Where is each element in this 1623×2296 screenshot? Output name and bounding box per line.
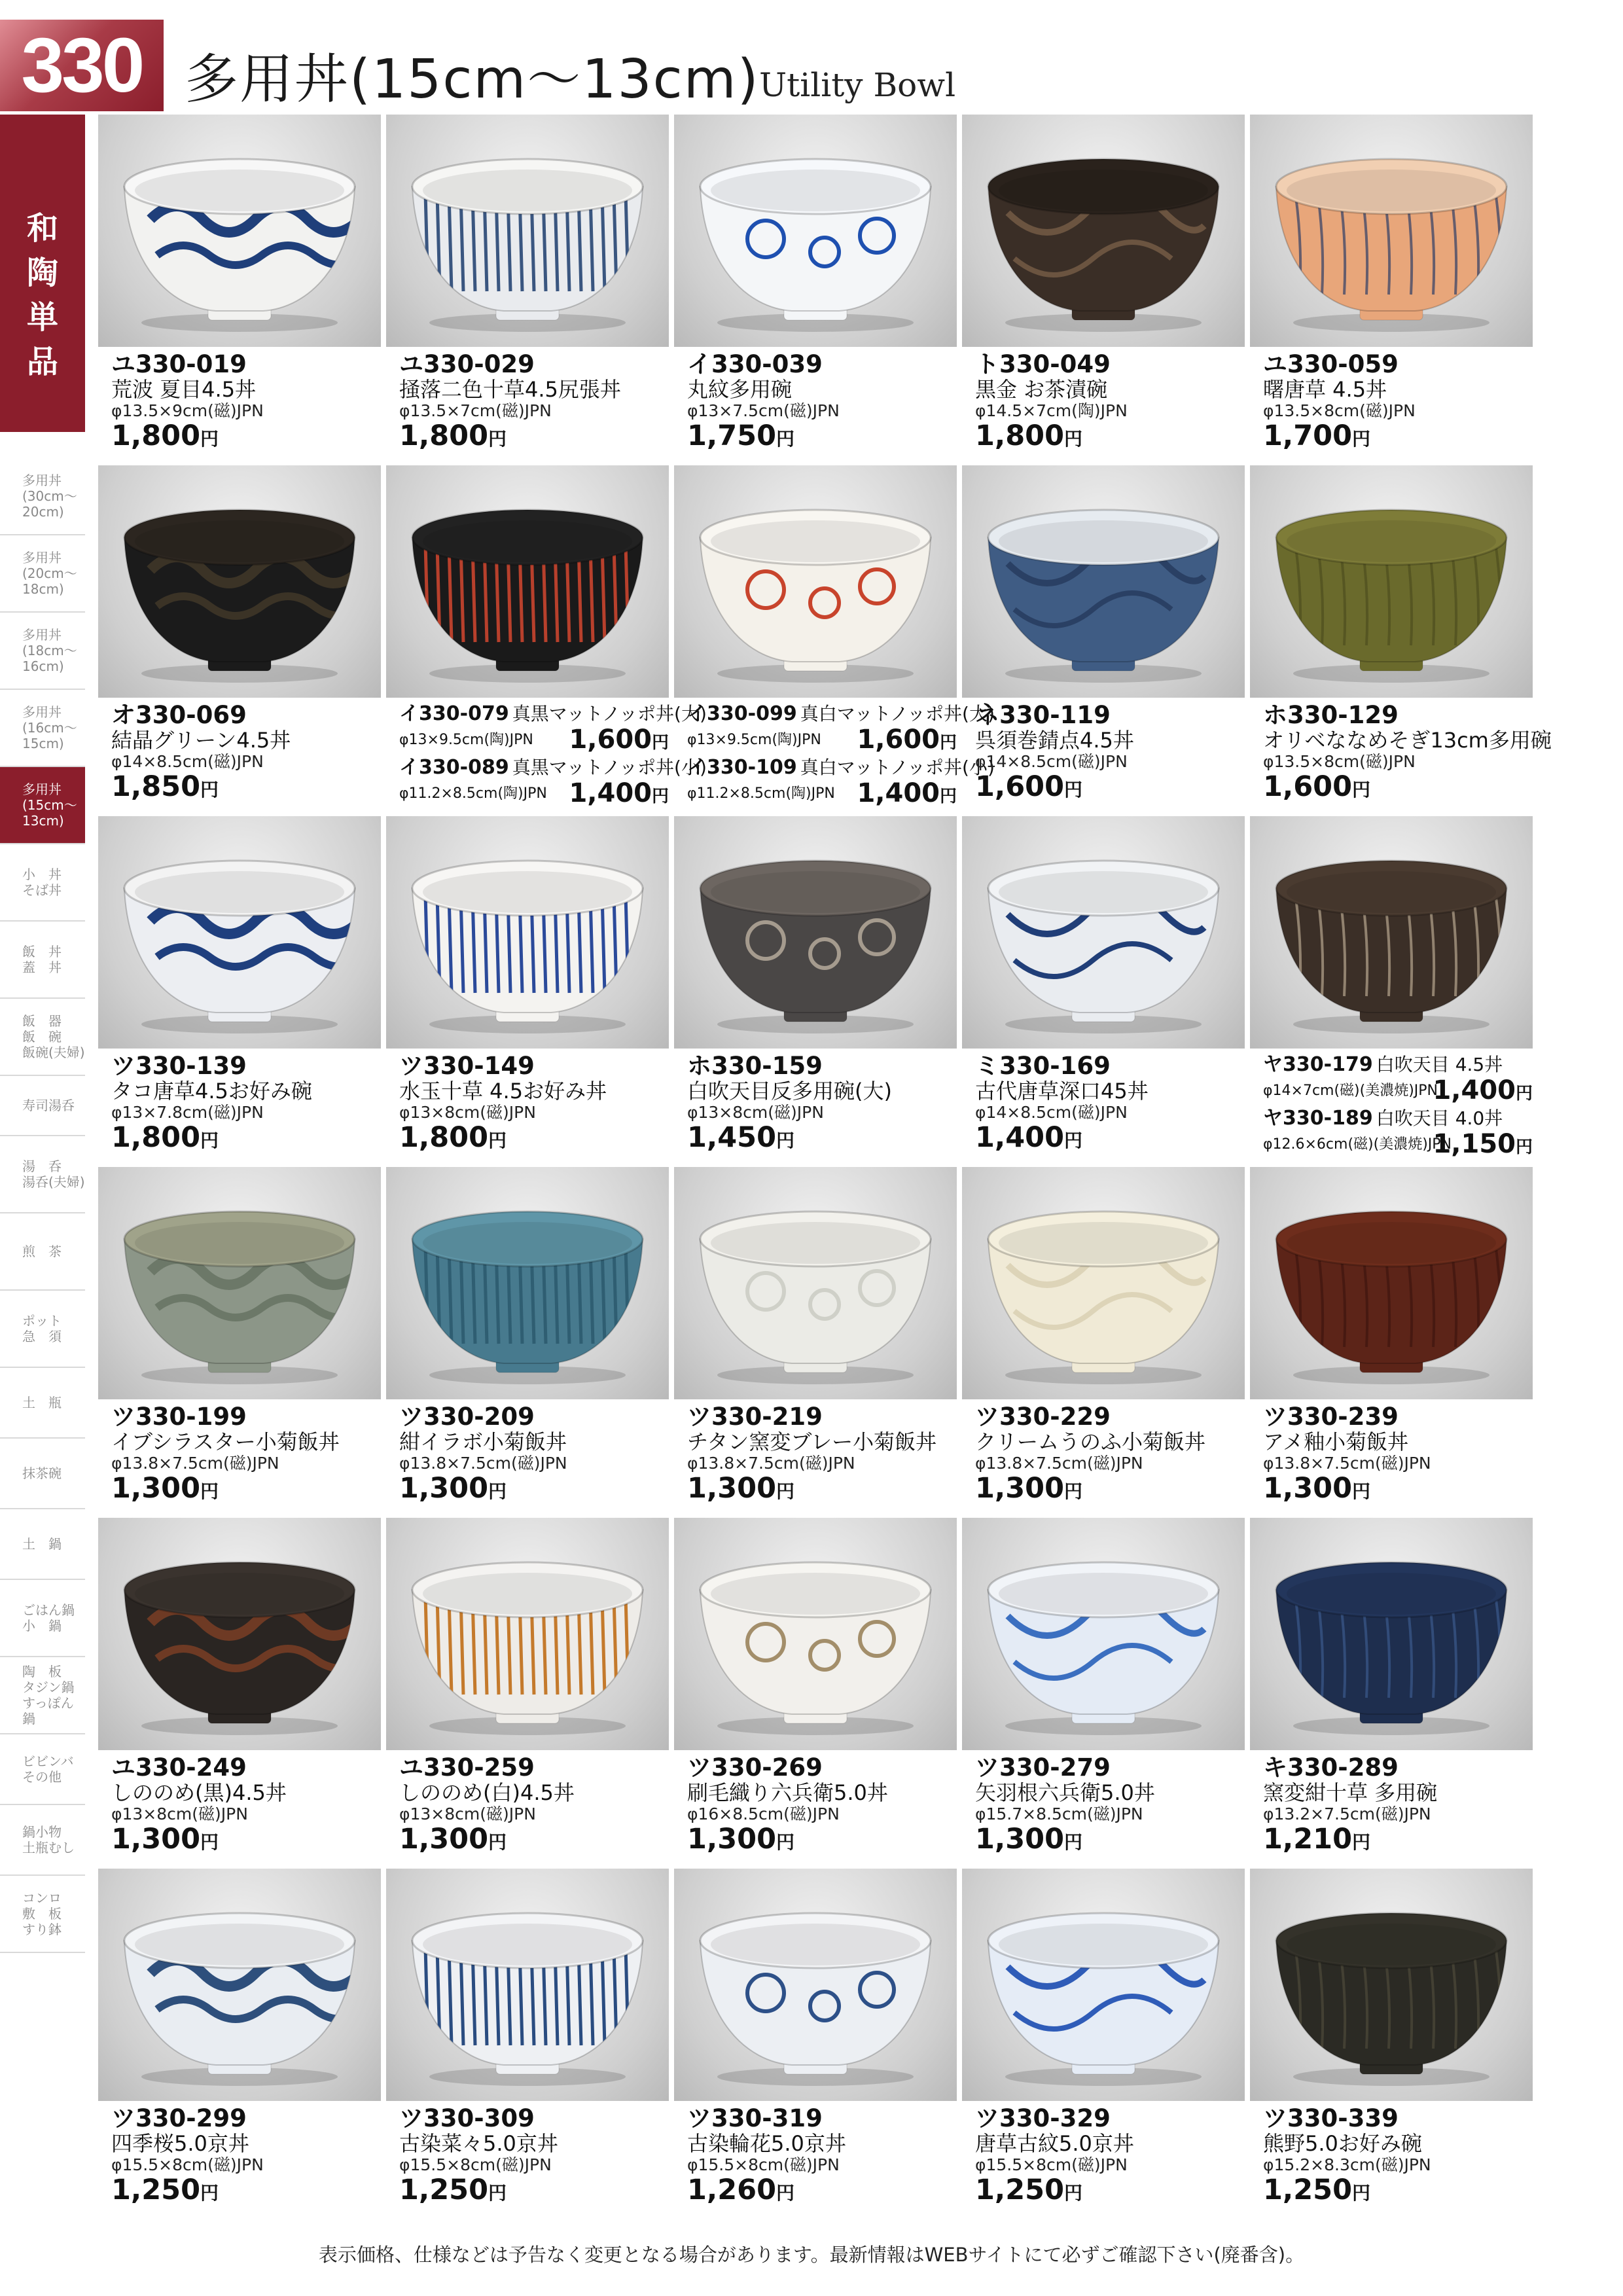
product-spec: φ16×8.5cm(磁)JPN [687,1804,840,1823]
sidebar-item[interactable]: ごはん鍋 小 鍋 [0,1580,85,1657]
sidebar-item[interactable]: 寿司湯呑 [0,1076,85,1136]
product-price: 1,800円 [975,420,1083,452]
product-card[interactable] [962,1167,1245,1514]
product-info [399,1053,669,1156]
product-photo [386,115,669,347]
product-info [687,1755,957,1857]
product-photo [98,1167,381,1399]
page-subtitle: Utility Bowl [759,66,956,104]
product-card[interactable] [1250,816,1533,1163]
product-card[interactable] [674,115,957,461]
product-code: イ330-079 [399,702,509,725]
product-photo [962,816,1245,1049]
product-spec: φ15.5×8cm(磁)JPN [399,2155,552,2174]
product-spec: φ11.2×8.5cm(陶)JPN [399,785,547,802]
product-photo [674,1167,957,1399]
product-code: ホ330-129 [1263,701,1399,729]
sidebar-item[interactable]: 飯 丼 蓋 丼 [0,922,85,999]
product-price: 1,250円 [111,2174,219,2206]
product-name: タコ唐草4.5お好み碗 [111,1079,312,1103]
product-info [111,351,381,454]
product-price: 1,300円 [1263,1472,1371,1505]
product-card[interactable] [98,1518,381,1865]
product-card[interactable] [674,1167,957,1514]
product-code: ツ330-149 [399,1052,535,1080]
sidebar-item[interactable]: 鍋小物 土瓶むし [0,1805,85,1876]
product-info [687,1404,957,1507]
product-name: しののめ(白)4.5丼 [399,1780,575,1805]
product-name: 黒金 お茶漬碗 [975,377,1108,402]
product-code: ツ330-229 [975,1403,1111,1431]
sidebar-item[interactable]: 多用丼 (18cm〜 16cm) [0,613,85,690]
product-code: ユ330-019 [111,350,247,378]
sidebar-item[interactable]: 陶 板 タジン鍋 すっぽん鍋 [0,1657,85,1734]
product-code: ネ330-119 [975,701,1111,729]
product-name: 結晶グリーン4.5丼 [111,728,291,753]
product-price: 1,450円 [687,1121,795,1154]
product-name: 白吹天目 4.0丼 [1376,1107,1503,1129]
product-code: ヤ330-189 [1263,1107,1373,1130]
product-code: オ330-069 [111,701,247,729]
product-info [111,1755,381,1857]
product-price: 1,400円 [1433,1075,1533,1105]
product-card[interactable] [962,115,1245,461]
product-code: イ330-039 [687,350,823,378]
product-price: 1,250円 [399,2174,507,2206]
product-code: ツ330-309 [399,2104,535,2132]
product-name: しののめ(黒)4.5丼 [111,1780,287,1805]
product-name: 曙唐草 4.5丼 [1263,377,1387,402]
sidebar-item[interactable]: 湯 呑 湯呑(夫婦) [0,1136,85,1213]
product-price: 1,400円 [975,1121,1083,1154]
product-photo [386,1869,669,2101]
product-photo [1250,115,1533,347]
product-photo [1250,1869,1533,2101]
product-card[interactable] [962,816,1245,1163]
product-photo [674,465,957,698]
product-price: 1,600円 [975,770,1083,803]
product-info [975,702,1245,805]
product-spec: φ14.5×7cm(陶)JPN [975,401,1128,420]
sidebar-item[interactable]: 多用丼 (30cm〜 20cm) [0,458,85,535]
product-card[interactable] [386,115,669,461]
product-price: 1,600円 [569,725,669,755]
product-card[interactable] [1250,1518,1533,1865]
product-price: 1,300円 [111,1472,219,1505]
product-info [1263,2106,1533,2208]
product-code: ツ330-319 [687,2104,823,2132]
product-info [1263,1053,1533,1160]
product-price: 1,250円 [975,2174,1083,2206]
product-card[interactable] [674,816,957,1163]
product-name: 白吹天目 4.5丼 [1376,1054,1503,1075]
sidebar-item[interactable]: ポット 急 須 [0,1291,85,1368]
product-photo [1250,816,1533,1049]
product-spec: φ15.5×8cm(磁)JPN [111,2155,264,2174]
product-photo [98,115,381,347]
product-card[interactable] [386,1518,669,1865]
product-spec: φ13.5×9cm(磁)JPN [111,401,264,420]
product-code: ツ330-209 [399,1403,535,1431]
product-price: 1,600円 [857,725,957,755]
product-photo [1250,1518,1533,1750]
product-info [111,2106,381,2208]
product-code: ユ330-259 [399,1753,535,1782]
product-name: 荒波 夏目4.5丼 [111,377,257,402]
product-info [1263,1404,1533,1507]
sidebar-item[interactable]: 煎 茶 [0,1213,85,1291]
product-price: 1,300円 [975,1472,1083,1505]
product-info [399,351,669,454]
sidebar-item[interactable]: 小 丼 そば丼 [0,844,85,922]
product-photo [962,1869,1245,2101]
product-name: 紺イラボ小菊飯丼 [399,1429,567,1454]
product-card[interactable] [386,816,669,1163]
product-spec: φ13×7.5cm(磁)JPN [687,401,840,420]
product-spec: φ14×8.5cm(磁)JPN [975,1103,1128,1122]
product-price: 1,800円 [111,1121,219,1154]
product-photo [1250,1167,1533,1399]
product-name: 真白マットノッポ丼(小) [800,757,995,778]
product-price: 1,250円 [1263,2174,1371,2206]
product-spec: φ13.8×7.5cm(磁)JPN [399,1454,567,1473]
product-code: ツ330-279 [975,1753,1111,1782]
product-info [687,702,995,810]
product-spec: φ13.8×7.5cm(磁)JPN [111,1454,279,1473]
product-photo [674,1518,957,1750]
sidebar-item[interactable]: 多用丼 (20cm〜 18cm) [0,535,85,613]
product-card[interactable] [386,1869,669,2215]
sidebar-item[interactable]: 多用丼 (16cm〜 15cm) [0,690,85,767]
product-price: 1,150円 [1433,1129,1533,1159]
sidebar-item[interactable]: 飯 器 飯 碗 飯碗(夫婦) [0,999,85,1076]
product-price: 1,850円 [111,770,219,803]
product-spec: φ13.5×8cm(磁)JPN [1263,401,1416,420]
product-price: 1,300円 [399,1823,507,1856]
product-spec: φ12.6×6cm(磁)(美濃焼)JPN [1263,1136,1452,1153]
product-price: 1,700円 [1263,420,1371,452]
product-card[interactable] [98,115,381,461]
product-price: 1,210円 [1263,1823,1371,1856]
product-price: 1,300円 [399,1472,507,1505]
product-price: 1,300円 [975,1823,1083,1856]
product-spec: φ13×8cm(磁)JPN [111,1804,248,1823]
product-spec: φ13.5×8cm(磁)JPN [1263,752,1416,771]
product-card[interactable] [98,816,381,1163]
product-info [687,1053,957,1156]
product-name: 真黒マットノッポ丼(小) [512,757,707,778]
product-code: ユ330-059 [1263,350,1399,378]
product-name: 真黒マットノッポ丼(大) [512,703,707,725]
product-spec: φ13.8×7.5cm(磁)JPN [975,1454,1143,1473]
product-price: 1,750円 [687,420,795,452]
product-name: 古代唐草深口45丼 [975,1079,1149,1103]
product-card[interactable] [962,1869,1245,2215]
product-info [399,702,707,810]
product-card[interactable] [386,465,707,812]
sidebar-item[interactable]: 多用丼 (15cm〜 13cm) [0,767,85,844]
product-name: 刷毛織り六兵衛5.0丼 [687,1780,888,1805]
product-spec: φ15.7×8.5cm(磁)JPN [975,1804,1143,1823]
product-photo [962,1518,1245,1750]
product-photo [98,816,381,1049]
product-name: クリームうのふ小菊飯丼 [975,1429,1206,1454]
product-card[interactable] [386,1167,669,1514]
product-info [1263,701,1552,805]
product-card[interactable] [1250,1869,1533,2215]
product-card[interactable] [98,1167,381,1514]
product-price: 1,800円 [399,1121,507,1154]
product-name: 真白マットノッポ丼(大) [800,703,995,725]
product-name: 呉須巻錆点4.5丼 [975,728,1134,753]
product-price: 1,400円 [569,778,669,808]
product-info [1263,1755,1533,1857]
product-spec: φ13.2×7.5cm(磁)JPN [1263,1804,1431,1823]
product-name: 唐草古紋5.0京丼 [975,2131,1134,2156]
product-price: 1,400円 [857,778,957,808]
product-card[interactable] [962,465,1245,812]
product-spec: φ13.8×7.5cm(磁)JPN [1263,1454,1431,1473]
product-price: 1,800円 [111,420,219,452]
product-code: ツ330-239 [1263,1403,1399,1431]
product-name: 丸紋多用碗 [687,377,793,402]
product-spec: φ13×8cm(磁)JPN [399,1103,536,1122]
sidebar-item[interactable]: 抹茶碗 [0,1439,85,1509]
product-code: ツ330-219 [687,1403,823,1431]
product-card[interactable] [1250,465,1552,812]
product-info [975,1755,1245,1857]
product-photo [674,115,957,347]
product-spec: φ15.5×8cm(磁)JPN [687,2155,840,2174]
product-code: ツ330-329 [975,2104,1111,2132]
sidebar-item[interactable]: 土 鍋 [0,1509,85,1580]
product-code: ツ330-339 [1263,2104,1399,2132]
product-code: ユ330-249 [111,1753,247,1782]
product-spec: φ13×8cm(磁)JPN [687,1103,824,1122]
product-name: 四季桜5.0京丼 [111,2131,249,2156]
product-code: ト330-049 [975,350,1111,378]
product-info [975,1404,1245,1507]
product-photo [962,1167,1245,1399]
product-price: 1,300円 [687,1823,795,1856]
product-name: 熊野5.0お好み碗 [1263,2131,1422,2156]
product-photo [98,1869,381,2101]
product-name: 白吹天目反多用碗(大) [687,1079,892,1103]
product-info [399,2106,669,2208]
product-spec: φ14×8.5cm(磁)JPN [111,752,264,771]
product-info [1263,351,1533,454]
product-code: ツ330-269 [687,1753,823,1782]
product-price: 1,300円 [111,1823,219,1856]
sidebar-category-tab[interactable] [0,115,85,432]
page-header [0,0,1623,115]
product-info [111,1053,381,1156]
product-name: イブシラスター小菊飯丼 [111,1429,340,1454]
product-photo [386,1518,669,1750]
product-spec: φ14×7cm(磁)(美濃焼)JPN [1263,1083,1438,1099]
footer-note: 表示価格、仕様などは予告なく変更となる場合があります。最新情報はWEBサイトにて必ずご確認下さい(廃番含)。 [318,2244,1305,2266]
product-code: キ330-289 [1263,1753,1399,1782]
product-code: ツ330-299 [111,2104,247,2132]
product-info [111,702,381,805]
product-code: イ330-089 [399,756,509,779]
product-spec: φ13×9.5cm(陶)JPN [687,732,821,748]
product-name: 矢羽根六兵衛5.0丼 [975,1780,1155,1805]
sidebar-item[interactable]: コンロ 敷 板 すり鉢 [0,1876,85,1953]
product-code: ツ330-139 [111,1052,247,1080]
product-card[interactable] [1250,1167,1533,1514]
product-code: ホ330-159 [687,1052,823,1080]
product-code: ツ330-199 [111,1403,247,1431]
page-title: 多用丼(15cm〜13cm) [185,48,760,111]
product-spec: φ13.8×7.5cm(磁)JPN [687,1454,855,1473]
product-spec: φ13×9.5cm(陶)JPN [399,732,533,748]
product-spec: φ13.5×7cm(磁)JPN [399,401,552,420]
product-photo [386,816,669,1049]
product-code: イ330-109 [687,756,797,779]
product-name: 古染菜々5.0京丼 [399,2131,558,2156]
product-card[interactable] [674,465,995,812]
product-name: 水玉十草 4.5お好み丼 [399,1079,607,1103]
product-price: 1,600円 [1263,770,1371,803]
product-card[interactable] [98,465,381,812]
product-price: 1,300円 [687,1472,795,1505]
product-info [399,1404,669,1507]
product-info [687,351,957,454]
product-code: ヤ330-179 [1263,1053,1373,1076]
product-name: 窯変紺十草 多用碗 [1263,1780,1438,1805]
product-spec: φ13×7.8cm(磁)JPN [111,1103,264,1122]
product-photo [98,1518,381,1750]
product-spec: φ15.2×8.3cm(磁)JPN [1263,2155,1431,2174]
product-info [687,2106,957,2208]
product-info [399,1755,669,1857]
product-photo [1250,465,1533,698]
product-card[interactable] [674,1518,957,1865]
product-photo [386,1167,669,1399]
product-price: 1,800円 [399,420,507,452]
product-code: イ330-099 [687,702,797,725]
product-name: 古染輪花5.0京丼 [687,2131,846,2156]
product-photo [386,465,669,698]
product-photo [962,115,1245,347]
product-card[interactable] [98,1869,381,2215]
product-card[interactable] [962,1518,1245,1865]
product-info [975,1053,1245,1156]
sidebar-category-label: 和陶単品 [26,210,58,380]
product-spec: φ13×8cm(磁)JPN [399,1804,536,1823]
product-name: アメ釉小菊飯丼 [1263,1429,1409,1454]
product-photo [674,816,957,1049]
sidebar-item[interactable]: ビビンバ その他 [0,1734,85,1805]
page-number: 330 [0,20,164,111]
product-price: 1,260円 [687,2174,795,2206]
product-code: ミ330-169 [975,1052,1111,1080]
sidebar-item[interactable]: 土 瓶 [0,1368,85,1439]
product-name: オリベななめそぎ13cm多用碗 [1263,728,1552,753]
product-name: 掻落二色十草4.5尻張丼 [399,377,621,402]
product-photo [98,465,381,698]
product-spec: φ11.2×8.5cm(陶)JPN [687,785,835,802]
product-photo [674,1869,957,2101]
product-name: チタン窯変ブレー小菊飯丼 [687,1429,937,1454]
product-spec: φ14×8.5cm(磁)JPN [975,752,1128,771]
product-info [975,2106,1245,2208]
product-code: ユ330-029 [399,350,535,378]
product-card[interactable] [674,1869,957,2215]
product-photo [962,465,1245,698]
product-info [111,1404,381,1507]
product-card[interactable] [1250,115,1533,461]
product-spec: φ15.5×8cm(磁)JPN [975,2155,1128,2174]
product-info [975,351,1245,454]
